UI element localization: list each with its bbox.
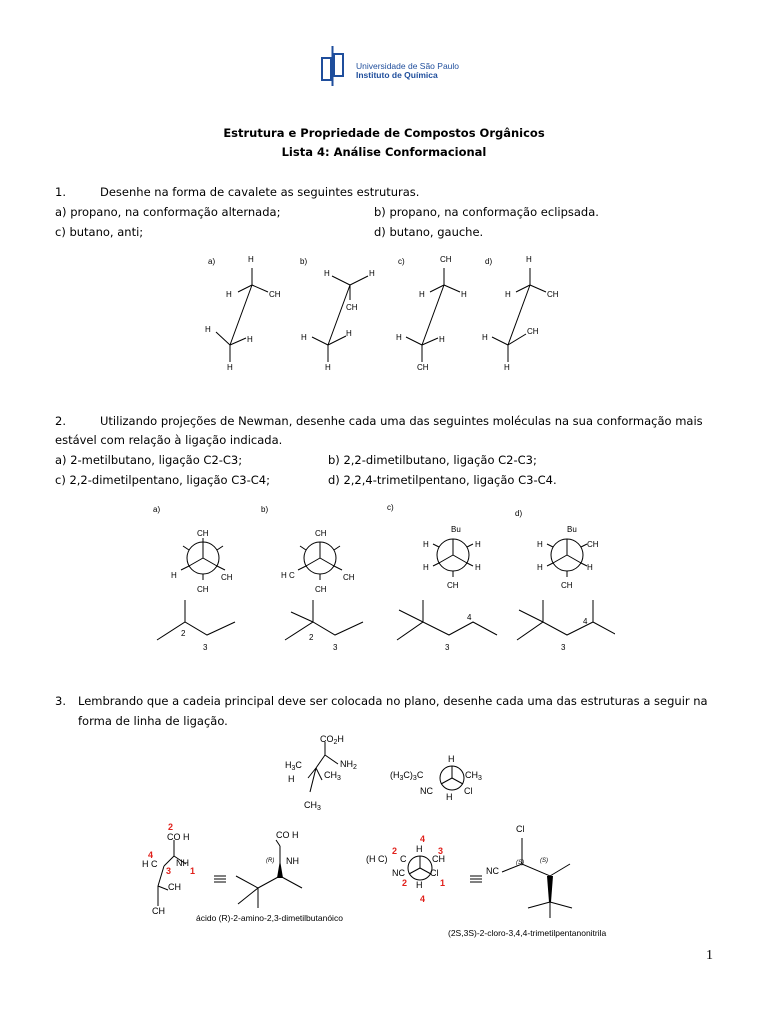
sawhorse-figures	[200, 250, 580, 380]
wedge-bond-icon	[277, 860, 283, 878]
q1-item-c: c) butano, anti;	[55, 225, 144, 239]
svg-text:NC: NC	[392, 868, 405, 878]
svg-text:H: H	[482, 333, 488, 342]
usp-logo-icon	[318, 44, 354, 88]
svg-text:H: H	[171, 571, 177, 580]
q2-item-b: b) 2,2-dimetilbutano, ligação C2-C3;	[328, 453, 537, 467]
svg-text:(S): (S)	[516, 860, 524, 866]
svg-text:2: 2	[181, 629, 186, 638]
svg-text:CH: CH	[197, 585, 209, 594]
svg-text:CH: CH	[547, 290, 559, 299]
svg-text:(R): (R)	[266, 858, 275, 864]
svg-text:(H3C)3C: $(H_3C)_3C$	[390, 770, 424, 782]
svg-text:H: H	[248, 255, 254, 264]
svg-text:CH: CH	[269, 290, 281, 299]
svg-text:H: H	[587, 563, 593, 572]
compound-name-1: ácido (R)-2-amino-2,3-dimetilbutanóico	[196, 913, 343, 923]
svg-text:CH: CH	[527, 327, 539, 336]
svg-text:(S): (S)	[540, 858, 548, 864]
svg-text:CO H: CO H	[167, 832, 190, 842]
svg-text:c): c)	[398, 257, 405, 266]
svg-text:CO2H: $CO_2H$	[320, 734, 344, 746]
svg-text:CH: CH	[587, 540, 599, 549]
q2-statement-line1: Utilizando projeções de Newman, desenhe cada uma das seguintes moléculas na sua conformação mais	[100, 414, 703, 428]
svg-text:a): a)	[208, 257, 216, 266]
svg-text:NC: NC	[420, 786, 433, 796]
svg-text:4: 4	[467, 613, 472, 622]
svg-text:CH3: $CH_3$	[304, 800, 321, 812]
svg-text:H: H	[537, 563, 543, 572]
svg-text:3: 3	[445, 643, 450, 652]
svg-text:CH: CH	[440, 255, 452, 264]
svg-text:H: H	[446, 792, 453, 802]
svg-text:H: H	[475, 563, 481, 572]
q3-statement-line1: Lembrando que a cadeia principal deve ser colocada no plano, desenhe cada uma das estruturas a seguir na	[78, 694, 708, 708]
svg-text:2: 2	[309, 633, 314, 642]
svg-text:H: H	[448, 754, 455, 764]
svg-text:Cl: Cl	[516, 824, 525, 834]
svg-text:CH: CH	[417, 363, 429, 372]
svg-text:H: H	[247, 335, 253, 344]
svg-text:H: H	[325, 363, 331, 372]
svg-text:c): c)	[387, 503, 394, 512]
svg-text:CH: CH	[447, 581, 459, 590]
svg-text:H: H	[416, 880, 423, 890]
svg-text:H: H	[504, 363, 510, 372]
svg-text:H C: H C	[281, 571, 295, 580]
svg-text:H: H	[475, 540, 481, 549]
svg-text:CH: CH	[152, 906, 165, 916]
svg-text:H: H	[346, 329, 352, 338]
svg-text:CH: CH	[561, 581, 573, 590]
svg-text:2: 2	[168, 822, 174, 832]
svg-text:H: H	[537, 540, 543, 549]
svg-text:Bu: Bu	[451, 525, 461, 534]
svg-text:2: 2	[402, 878, 408, 888]
q2-item-d: d) 2,2,4-trimetilpentano, ligação C3-C4.	[328, 473, 557, 487]
q2-statement-line2: estável com relação à ligação indicada.	[55, 433, 283, 447]
svg-text:Bu: Bu	[567, 525, 577, 534]
svg-text:4: 4	[583, 617, 588, 626]
svg-text:H: H	[227, 363, 233, 372]
svg-text:H: H	[526, 255, 532, 264]
svg-text:H: H	[461, 290, 467, 299]
q1-number: 1.	[55, 185, 66, 199]
institute-name: Instituto de Química	[356, 70, 438, 80]
svg-text:H: H	[439, 335, 445, 344]
svg-text:2: 2	[392, 846, 398, 856]
svg-text:H: H	[226, 290, 232, 299]
svg-text:Cl: Cl	[464, 786, 473, 796]
svg-text:NC: NC	[486, 866, 499, 876]
q3-molecules-top	[280, 730, 510, 815]
svg-text:H: H	[396, 333, 402, 342]
q2-item-c: c) 2,2-dimetilpentano, ligação C3-C4;	[55, 473, 270, 487]
q1-item-b: b) propano, na conformação eclipsada.	[374, 205, 599, 219]
svg-text:3: 3	[561, 643, 566, 652]
page-number: 1	[706, 948, 713, 963]
svg-text:NH: NH	[286, 856, 299, 866]
svg-text:b): b)	[261, 505, 269, 514]
q2-item-a: a) 2-metilbutano, ligação C2-C3;	[55, 453, 243, 467]
svg-text:CH: CH	[343, 573, 355, 582]
svg-text:CH: CH	[315, 529, 327, 538]
q3-number: 3.	[55, 694, 66, 708]
svg-text:H: H	[369, 269, 375, 278]
wedge-bond-icon-2	[547, 876, 553, 902]
q1-item-a: a) propano, na conformação alternada;	[55, 205, 281, 219]
svg-text:H: H	[324, 269, 330, 278]
svg-text:3: 3	[203, 643, 208, 652]
svg-text:(H C): (H C)	[366, 854, 388, 864]
svg-text:Cl: Cl	[430, 868, 439, 878]
svg-text:CH3: $CH_3$	[465, 770, 482, 782]
svg-text:4: 4	[420, 894, 426, 904]
svg-text:4: 4	[420, 834, 426, 844]
svg-text:CH: CH	[346, 303, 358, 312]
svg-text:CH: CH	[221, 573, 233, 582]
university-name: Universidade de São Paulo	[356, 61, 460, 71]
svg-text:CH3: $CH_3$	[324, 770, 341, 782]
svg-text:1: 1	[440, 878, 446, 888]
newman-projections	[145, 500, 615, 660]
svg-text:H: H	[423, 540, 429, 549]
svg-text:3: 3	[166, 866, 172, 876]
svg-text:CH: CH	[168, 882, 181, 892]
svg-text:d): d)	[515, 509, 523, 518]
svg-text:NH: NH	[176, 858, 189, 868]
page-title: Estrutura e Propriedade de Compostos Orgânicos	[223, 126, 545, 140]
svg-text:CH: CH	[315, 585, 327, 594]
svg-text:H: H	[205, 325, 211, 334]
svg-text:CO H: CO H	[276, 830, 299, 840]
compound-name-2: (2S,3S)-2-cloro-3,4,4-trimetilpentanonitrila	[448, 928, 607, 938]
svg-text:H: H	[416, 844, 423, 854]
q1-item-d: d) butano, gauche.	[374, 225, 484, 239]
q3-molecules-bottom	[130, 818, 650, 928]
svg-text:a): a)	[153, 505, 161, 514]
svg-text:3: 3	[333, 643, 338, 652]
svg-text:H3C: $H_3C$	[285, 760, 302, 772]
svg-text:H: H	[419, 290, 425, 299]
svg-text:4: 4	[148, 850, 154, 860]
svg-text:C: C	[400, 854, 407, 864]
page-subtitle: Lista 4: Análise Conformacional	[281, 145, 487, 159]
svg-text:d): d)	[485, 257, 493, 266]
svg-text:H: H	[301, 333, 307, 342]
svg-text:CH: CH	[197, 529, 209, 538]
svg-text:NH2: $NH_2$	[340, 759, 357, 771]
q3-statement-line2: forma de linha de ligação.	[78, 714, 228, 728]
svg-text:b): b)	[300, 257, 308, 266]
svg-text:H C: H C	[142, 859, 158, 869]
svg-text:H: H	[505, 290, 511, 299]
svg-text:1: 1	[190, 866, 196, 876]
svg-text:CH: CH	[432, 854, 445, 864]
q1-statement: Desenhe na forma de cavalete as seguintes estruturas.	[100, 185, 420, 199]
svg-text:H: H	[288, 774, 295, 784]
svg-text:H: H	[423, 563, 429, 572]
svg-text:3: 3	[438, 846, 444, 856]
q2-number: 2.	[55, 414, 66, 428]
